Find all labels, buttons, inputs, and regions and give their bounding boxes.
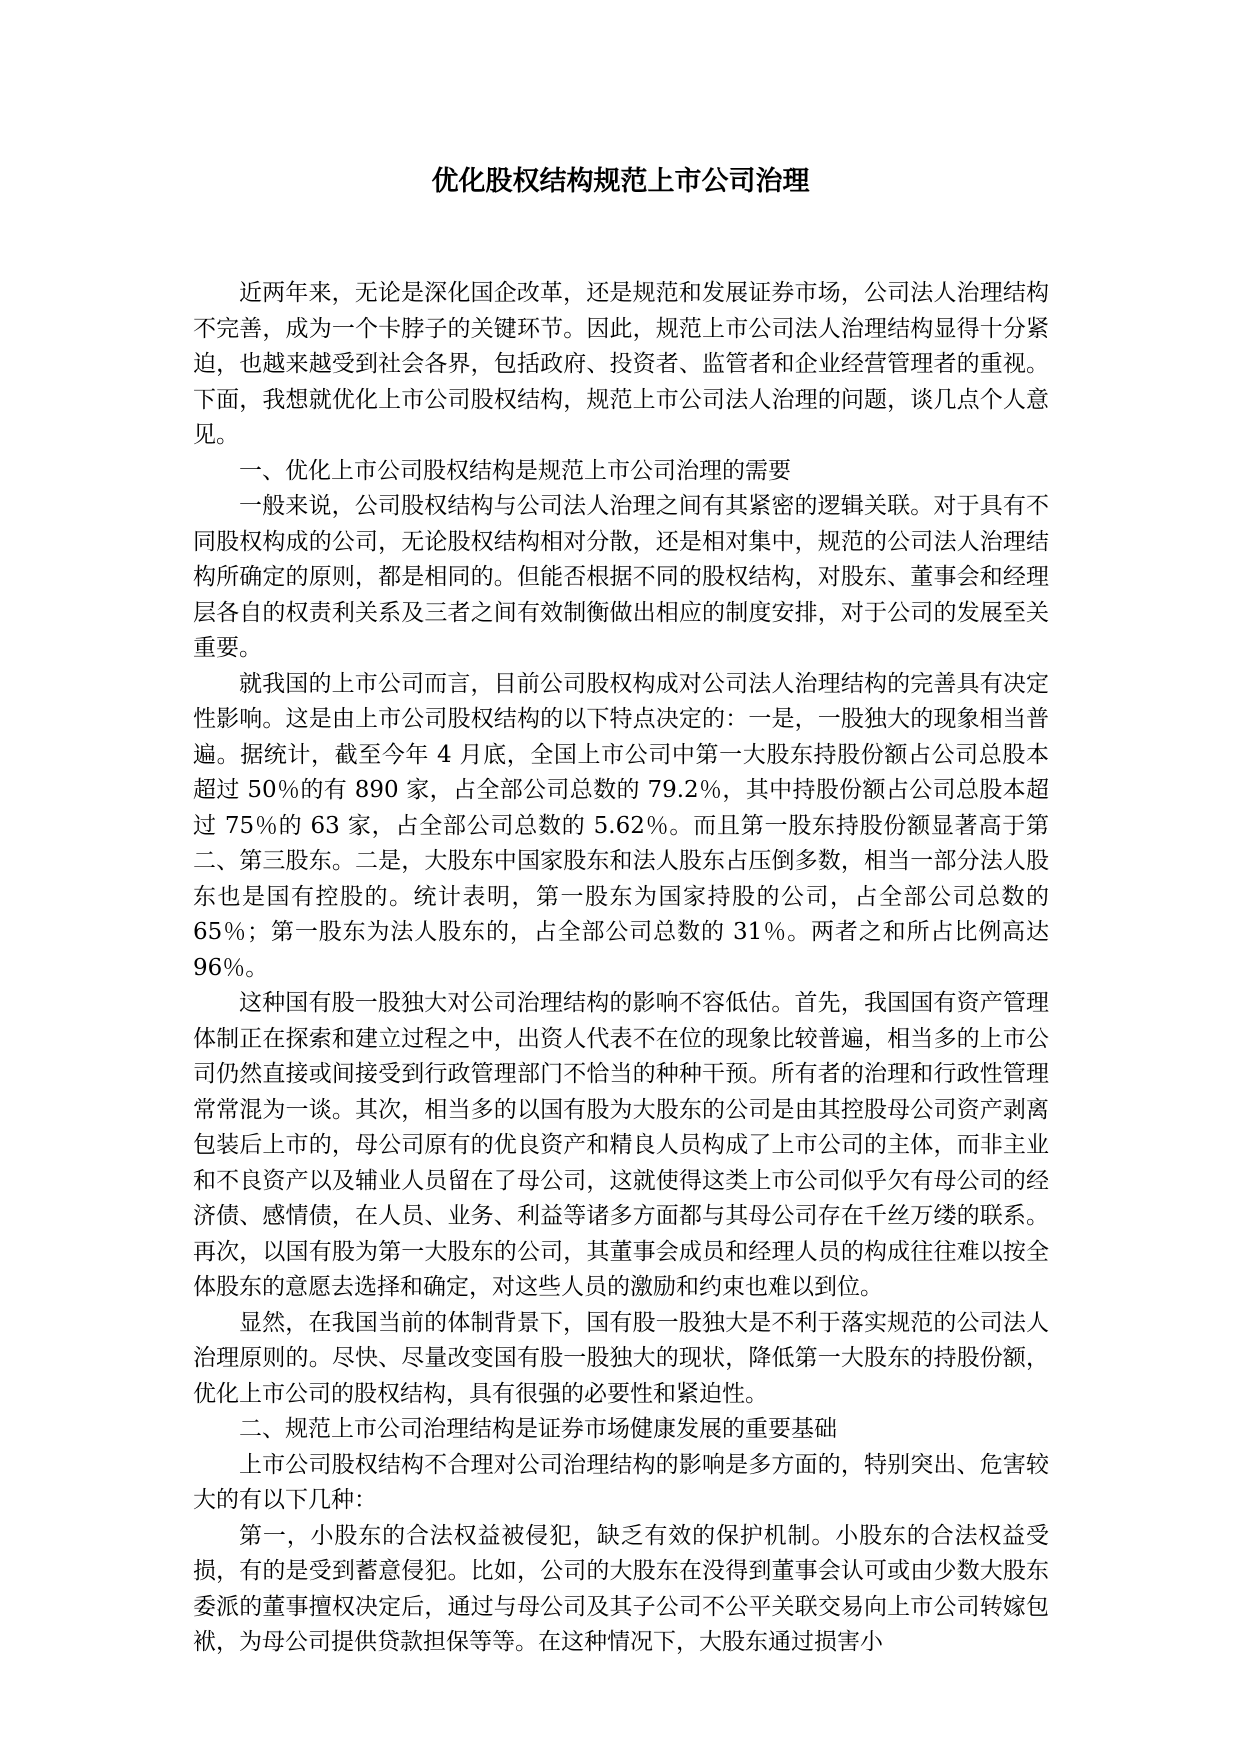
paragraph: 这种国有股一股独大对公司治理结构的影响不容低估。首先，我国国有资产管理体制正在探索和建立过程之中，出资人代表不在位的现象比较普遍，相当多的上市公司仍然直接或间接受到行政管理部门不恰当的种种干预。所有者的治理和行政性管理常常混为一谈。其次，相当多的以国有股为大股东的公司是由其控股母公司资产剥离包装后上市的，母公司原有的优良资产和精良人员构成了上市公司的主体，而非主业和不良资产以及辅业人员留在了母公司，这就使得这类上市公司似乎欠有母公司的经济债、感情债，在人员、业务、利益等诸多方面都与其母公司存在千丝万缕的联系。再次，以国有股为第一大股东的公司，其董事会成员和经理人员的构成往往难以按全体股东的意愿去选择和确定，对这些人员的激励和约束也难以到位。 <box>193 990 1049 1300</box>
paragraph: 一般来说，公司股权结构与公司法人治理之间有其紧密的逻辑关联。对于具有不同股权构成的公司，无论股权结构相对分散，还是相对集中，规范的公司法人治理结构所确定的原则，都是相同的。但能否根据不同的股权结构，对股东、董事会和经理层各自的权责利关系及三者之间有效制衡做出相应的制度安排，对于公司的发展至关重要。 <box>193 493 1049 661</box>
paragraph-intro: 近两年来，无论是深化国企改革，还是规范和发展证券市场，公司法人治理结构不完善，成为一个卡脖子的关键环节。因此，规范上市公司法人治理结构显得十分紧迫，也越来越受到社会各界，包括政府、投资者、监管者和企业经营管理者的重视。下面，我想就优化上市公司股权结构，规范上市公司法人治理的问题，谈几点个人意见。 <box>193 280 1049 448</box>
section-heading-1: 一、优化上市公司股权结构是规范上市公司治理的需要 <box>239 457 791 484</box>
paragraph: 第一，小股东的合法权益被侵犯，缺乏有效的保护机制。小股东的合法权益受损，有的是受到蓄意侵犯。比如，公司的大股东在没得到董事会认可或由少数大股东委派的董事擅权决定后，通过与母公司及其子公司不公平关联交易向上市公司转嫁包袱，为母公司提供贷款担保等等。在这种情况下，大股东通过损害小 <box>193 1522 1049 1655</box>
document-title: 优化股权结构规范上市公司治理 <box>431 166 810 197</box>
paragraph: 就我国的上市公司而言，目前公司股权构成对公司法人治理结构的完善具有决定性影响。这是由上市公司股权结构的以下特点决定的：一是，一股独大的现象相当普遍。据统计，截至今年 4 月底，全国上市公司中第一大股东持股份额占公司总股本超过 50％的有 890 家，占全部公司总数的 79.2％，其中持股份额占公司总股本超过 75％的 63 家，占全部公司总数的 5.62％。而且第一股东持股份额显著高于第二、第三股东。二是，大股东中国家股东和法人股东占压倒多数，相当一部分法人股东也是国有控股的。统计表明，第一股东为国家持股的公司，占全部公司总数的 65％；第一股东为法人股东的，占全部公司总数的 31％。两者之和所占比例高达 96％。 <box>193 670 1049 981</box>
document-body <box>193 276 1049 1661</box>
paragraph: 显然，在我国当前的体制背景下，国有股一股独大是不利于落实规范的公司法人治理原则的。尽快、尽量改变国有股一股独大的现状，降低第一大股东的持股份额，优化上市公司的股权结构，具有很强的必要性和紧迫性。 <box>193 1309 1049 1407</box>
paragraph: 上市公司股权结构不合理对公司治理结构的影响是多方面的，特别突出、危害较大的有以下几种： <box>193 1451 1049 1513</box>
section-heading-2: 二、规范上市公司治理结构是证券市场健康发展的重要基础 <box>239 1416 837 1442</box>
